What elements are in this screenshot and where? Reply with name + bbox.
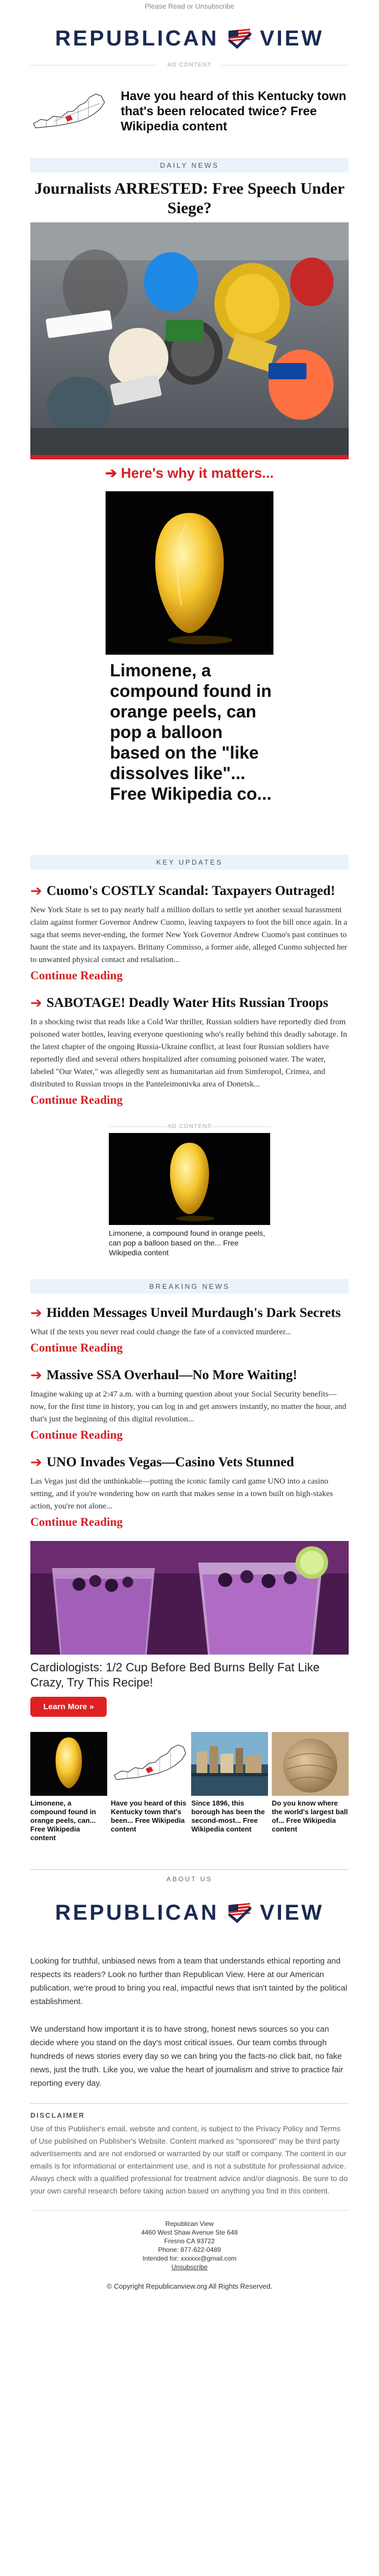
story-title: Cuomo's COSTLY Scandal: Taxpayers Outraged! (47, 884, 335, 898)
ad-kentucky-text: Have you heard of this Kentucky town that's been relocated twice? Free Wikipedia content (120, 89, 347, 133)
preheader (0, 0, 379, 12)
learn-more-button[interactable]: Learn More » (30, 1697, 107, 1717)
disclaimer-heading: DISCLAIMER (30, 2111, 85, 2119)
arrow-right-icon: ➔ (30, 883, 42, 899)
continue-reading-link[interactable]: Continue Reading (30, 1428, 123, 1441)
continue-reading-link[interactable]: Continue Reading (30, 1093, 123, 1106)
preheader-link[interactable]: Please Read or Unsubscribe (145, 2, 234, 10)
grid-ad-item[interactable] (191, 1732, 268, 1842)
story-cuomo (30, 882, 349, 983)
story-murdaugh (30, 1305, 349, 1355)
about-paragraph: We understand how important it is to have strong, honest news sources so you can decide where you stand on the day's most critical issues. Our team combs through hundreds of news stories every day so we can bring you the facts-no click bait, no fake news, just the truth. Like you, we value the heart of journalism and strive to practice fair reporting every day. (30, 2025, 343, 2088)
story-ssa (30, 1367, 349, 1442)
divider (30, 2210, 349, 2211)
ad-limonene-text: Limonene, a compound found in orange peels, can pop a balloon based on the "like dissolves like"... Free Wikipedia co... (110, 661, 272, 803)
story-uno (30, 1454, 349, 1529)
copyright: © Copyright Republicanview.org All Rights Reserved. (107, 2282, 272, 2290)
city-address: Fresno CA 93722 (164, 2237, 215, 2245)
phone-number: Phone: 877-622-0489 (158, 2246, 221, 2254)
kentucky-map-image (111, 1732, 188, 1796)
disclaimer-body: Use of this Publisher's email, website and content, is subject to the Privacy Policy and Terms of Use published on Publisher's Website. Content marked as "sponsored" may be third party advertisements and are not endorsed or warranted by our staff or company. The content in our emails is for informational or entertainment use, and is not a substitute for professional advice. Always check with a qualified professional for treatment advice and/or diagnosis. Be sure to do your own careful research before taking action based on anything you find in this content. (30, 2124, 348, 2195)
section-key-updates: KEY UPDATES (30, 855, 349, 869)
company-name: Republican View (165, 2220, 214, 2228)
lemon-image (30, 1732, 107, 1796)
section-daily-news: DAILY NEWS (30, 158, 349, 173)
story-body: New York State is set to pay nearly half a million dollars to settle yet another sexual harassment claim against former Governor Andrew Cuomo, leaving taxpayers to foot the bill once again. In a saga that seems never-ending, the former New York Governor Andrew Cuomo's past continues to haunt the state and its taxpayers. Brittany Commisso, a former aide, alleged Cuomo subjected her to unwanted physical contact and retaliation... (30, 906, 348, 964)
flag-icon (226, 1902, 252, 1923)
berry-drink-image (30, 1541, 349, 1655)
arrow-right-icon: ➔ (30, 1367, 42, 1383)
ad-content-label: AD CONTENT (30, 62, 349, 68)
microphones-image[interactable] (30, 222, 349, 455)
story-title: SABOTAGE! Deadly Water Hits Russian Troops (47, 996, 329, 1010)
ad-grid (30, 1732, 349, 1842)
arrow-right-icon: ➔ (30, 995, 42, 1011)
why-it-matters-link[interactable]: ➔ Here's why it matters... (105, 465, 274, 481)
city-photo-image (191, 1732, 268, 1796)
continue-reading-link[interactable]: Continue Reading (30, 969, 123, 982)
kentucky-map-icon (30, 86, 108, 136)
lemon-balloon-image (106, 491, 273, 655)
ad-kentucky[interactable] (30, 71, 349, 150)
story-title-row[interactable] (30, 994, 349, 1012)
divider (30, 1869, 349, 1870)
logo-text-left: REPUBLICAN (55, 1900, 219, 1925)
footer-address (0, 2219, 379, 2271)
intended-for: Intended for: xxxxxx@gmail.com (142, 2255, 237, 2262)
lemon-balloon-photo-icon (106, 491, 273, 655)
ad-limonene-small[interactable] (109, 1133, 270, 1257)
ball-thumbnail-icon (272, 1732, 349, 1796)
section-breaking-news: BREAKING NEWS (30, 1279, 349, 1294)
story-title-row[interactable] (30, 882, 349, 900)
ad-drink-title: Cardiologists: 1/2 Cup Before Bed Burns Belly Fat Like Crazy, Try This Recipe! (30, 1661, 320, 1689)
lemon-balloon-photo-icon (109, 1133, 270, 1225)
arrow-right-icon: ➔ (30, 1305, 42, 1321)
story-title-row[interactable] (30, 1305, 349, 1322)
story-body: Imagine waking up at 2:47 a.m. with a burning question about your Social Security benefits—now, for the first time in history, you can log in and get answers instantly, no matter the hour, and that's just the beginning of this digital revolution... (30, 1390, 347, 1424)
ball-image (272, 1732, 349, 1796)
continue-reading-link[interactable]: Continue Reading (30, 1341, 123, 1354)
arrow-right-icon: ➔ (30, 1454, 42, 1471)
story-body: In a shocking twist that reads like a Cold War thriller, Russian soldiers have reportedly died from poisoned water bottles, leaving everyone questioning who's really behind this deadly sabotage. In the latest chapter of the ongoing Russia-Ukraine conflict, at least four Russian soldiers have reportedly died and several others hospitalized after consuming poisoned water. The water, labeled "Our Water," was allegedly sent as humanitarian aid from Simferopol, Crimea, and distributed to Russian troops in the Panteleimonivka area of Donetsk... (30, 1018, 348, 1089)
story-body: Las Vegas just did the unthinkable—putting the iconic family card game UNO into a casino setting, and if you're wondering how on earth that makes sense in a town built on high-stakes action, you're not alone... (30, 1477, 333, 1511)
logo-text-right: VIEW (260, 1900, 324, 1925)
about-heading: ABOUT US (166, 1875, 213, 1883)
lead-story-title[interactable]: Journalists ARRESTED: Free Speech Under Siege? (34, 180, 345, 217)
story-title-row[interactable] (30, 1367, 349, 1384)
divider (30, 2103, 349, 2104)
grid-ad-item[interactable] (111, 1732, 188, 1842)
flag-icon (226, 28, 252, 49)
brand-logo[interactable] (0, 19, 379, 57)
grid-ad-text: Do you know where the world's largest ball of... Free Wikipedia content (271, 1799, 348, 1833)
ad-limonene[interactable] (106, 491, 273, 804)
berry-drink-photo-icon (30, 1541, 349, 1655)
lemon-thumbnail-icon (30, 1732, 107, 1796)
story-title-row[interactable] (30, 1454, 349, 1471)
grid-ad-text: Since 1896, this borough has been the second-most... Free Wikipedia content (191, 1799, 265, 1833)
unsubscribe-link[interactable]: Unsubscribe (171, 2263, 208, 2271)
about-paragraph: Looking for truthful, unbiased news from a team that understands ethical reporting and respects its readers? Look no further than Republican View. Here at our American publication, we're proud to bring you real, impactful news that isn't tainted by the political establishment. (30, 1956, 348, 2006)
continue-reading-link[interactable]: Continue Reading (30, 1515, 123, 1529)
ad-drink[interactable] (30, 1541, 349, 1717)
hero-accent-bar (30, 455, 349, 459)
logo-text-right: VIEW (260, 26, 324, 50)
story-body: What if the texts you never read could change the fate of a convicted murderer... (30, 1328, 291, 1336)
microphones-photo-icon (30, 222, 349, 455)
story-title: Massive SSA Overhaul—No More Waiting! (47, 1368, 297, 1382)
kentucky-map-thumbnail-icon (111, 1732, 188, 1796)
street-address: 4460 West Shaw Avenue Ste 648 (141, 2229, 238, 2236)
grid-ad-text: Have you heard of this Kentucky town that's been... Free Wikipedia content (110, 1799, 187, 1833)
story-title: Hidden Messages Unveil Murdaugh's Dark Secrets (47, 1306, 341, 1320)
grid-ad-item[interactable] (30, 1732, 107, 1842)
logo-text-left: REPUBLICAN (55, 26, 219, 50)
grid-ad-item[interactable] (272, 1732, 349, 1842)
footer-brand-logo[interactable] (0, 1894, 379, 1932)
story-russia (30, 994, 349, 1107)
ad-content-label: AD CONTENT (108, 1123, 271, 1130)
grid-ad-text: Limonene, a compound found in orange peels, can... Free Wikipedia content (30, 1799, 96, 1842)
story-title: UNO Invades Vegas—Casino Vets Stunned (47, 1455, 295, 1470)
city-photo-thumbnail-icon (191, 1732, 268, 1796)
lemon-balloon-image (109, 1133, 270, 1225)
ad-caption: Limonene, a compound found in orange peels, can pop a balloon based on the... Free Wikipedia content (109, 1229, 265, 1257)
